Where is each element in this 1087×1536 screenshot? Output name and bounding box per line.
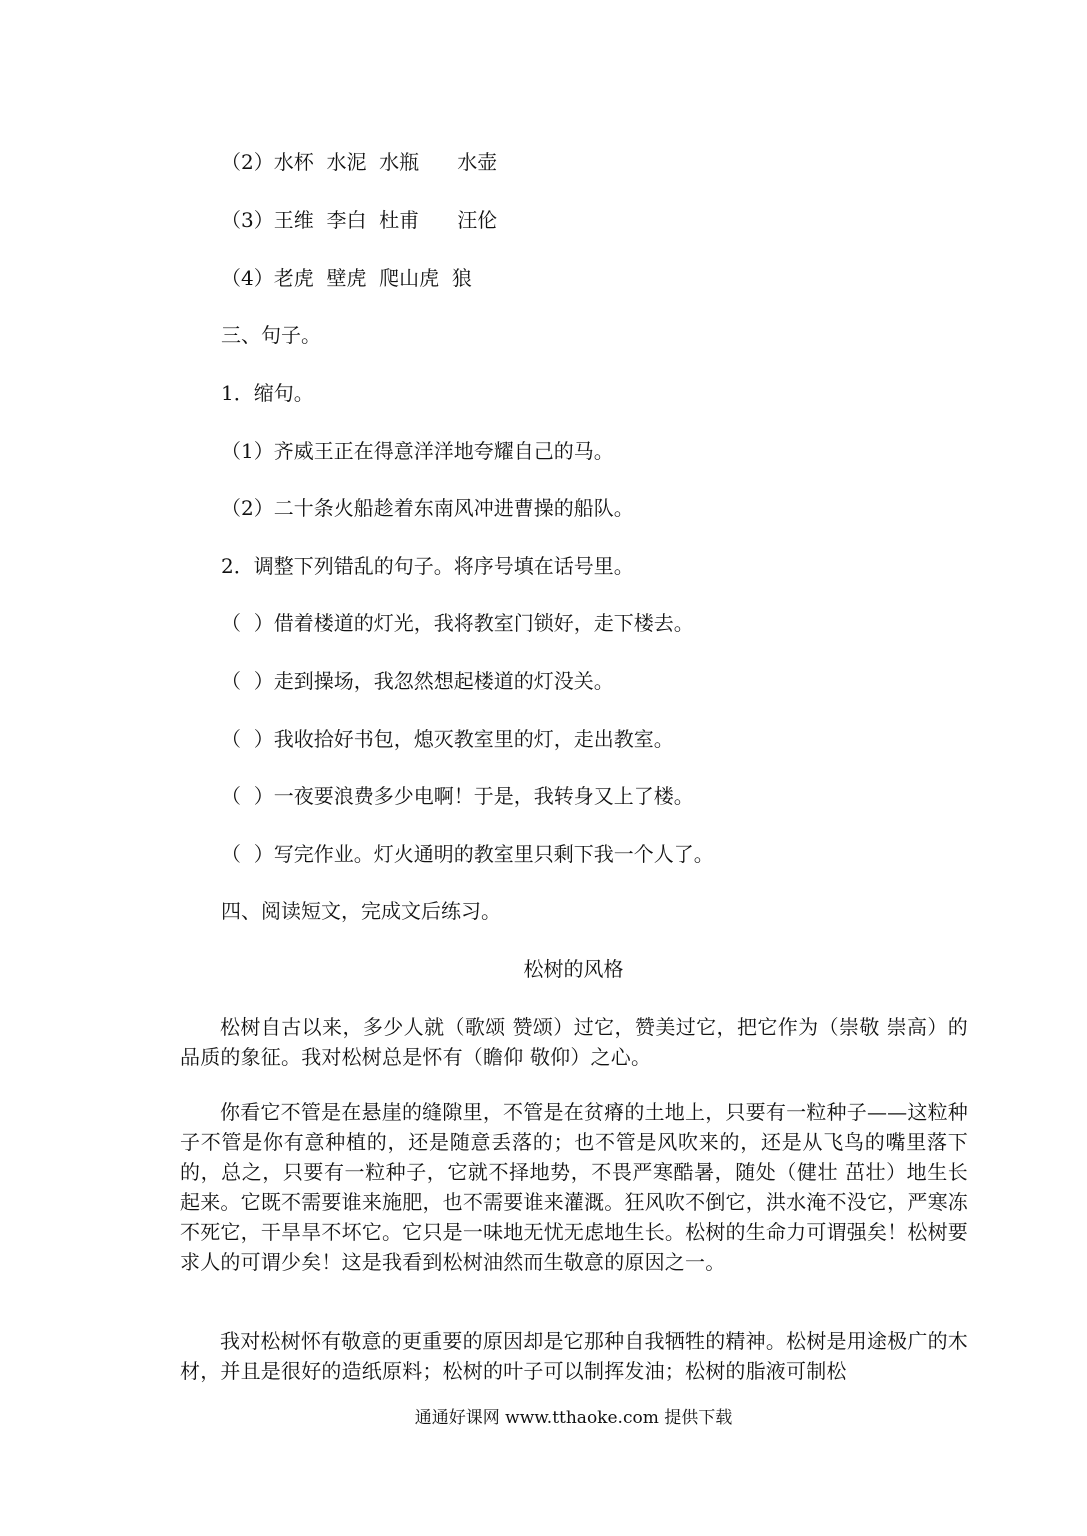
section-heading-sentences: 三、句子。 bbox=[221, 323, 321, 347]
group-item-2: （2）水杯 水泥 水瓶 水壶 bbox=[221, 150, 498, 174]
article-paragraph-3: 我对松树怀有敬意的更重要的原因却是它那种自我牺牲的精神。松树是用途极广的木材，并且是很好的造纸原料；松树的叶子可以制挥发油；松树的脂液可制松 bbox=[180, 1329, 968, 1383]
shorten-sentence-1: （1）齐威王正在得意洋洋地夸耀自己的马。 bbox=[221, 439, 614, 463]
question-heading-shorten: 1．缩句。 bbox=[221, 381, 314, 405]
section-heading-reading: 四、阅读短文，完成文后练习。 bbox=[221, 899, 501, 923]
reorder-sentence-4: （ ）一夜要浪费多少电啊！于是，我转身又上了楼。 bbox=[221, 784, 694, 808]
group-item-3: （3）王维 李白 杜甫 汪伦 bbox=[221, 208, 498, 232]
reorder-sentence-3: （ ）我收拾好书包，熄灭教室里的灯，走出教室。 bbox=[221, 727, 674, 751]
question-heading-reorder: 2．调整下列错乱的句子。将序号填在话号里。 bbox=[221, 554, 634, 578]
shorten-sentence-2: （2）二十条火船趁着东南风冲进曹操的船队。 bbox=[221, 496, 634, 520]
article-paragraph-1: 松树自古以来，多少人就（歌颂 赞颂）过它，赞美过它，把它作为（崇敬 崇高）的品质的象征。我对松树总是怀有（瞻仰 敬仰）之心。 bbox=[180, 1015, 968, 1069]
article-paragraph-2: 你看它不管是在悬崖的缝隙里，不管是在贫瘠的土地上，只要有一粒种子——这粒种子不管是你有意种植的，还是随意丢落的；也不管是风吹来的，还是从飞鸟的嘴里落下的，总之，只要有一粒种子，它就不择地势，不畏严寒酷暑，随处（健壮 茁壮）地生长起来。它既不需要谁来施肥，也不需要谁来灌溉。狂风吹不倒它，洪水淹不没它，严寒冻不死它，干旱旱不坏它。它只是一味地无忧无虑地生长。松树的生命力可谓强矣！松树要求人的可谓少矣！这是我看到松树油然而生敬意的原因之一。 bbox=[180, 1100, 968, 1274]
article-title: 松树的风格 bbox=[523, 957, 624, 981]
reorder-sentence-1: （ ）借着楼道的灯光，我将教室门锁好，走下楼去。 bbox=[221, 611, 694, 635]
group-item-4: （4）老虎 壁虎 爬山虎 狼 bbox=[221, 266, 472, 290]
reorder-sentence-2: （ ）走到操场，我忽然想起楼道的灯没关。 bbox=[221, 669, 614, 693]
reorder-sentence-5: （ ）写完作业。灯火通明的教室里只剩下我一个人了。 bbox=[221, 842, 714, 866]
page-footer: 通通好课网 www.tthaoke.com 提供下载 bbox=[414, 1408, 733, 1428]
